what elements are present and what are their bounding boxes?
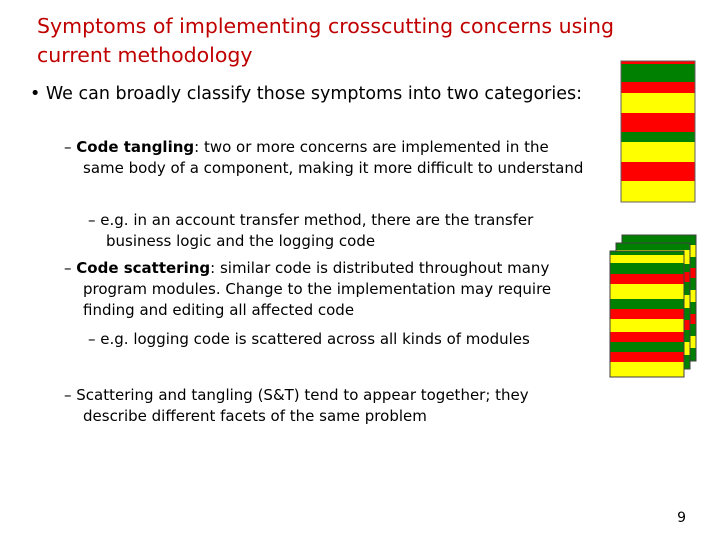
main-bullet-text: • We can broadly classify those symptoms into two categories:: [30, 84, 582, 104]
st-note-text: – Scattering and tangling (S&T) tend to appear together; they describe different facets of the same problem: [64, 386, 529, 425]
scattering-dash: –: [64, 259, 77, 277]
slide-title: Symptoms of implementing crosscutting concerns using current methodology: [37, 14, 614, 67]
scattering-desc: : similar code is distributed throughout many program modules. Change to the implementation may require finding and editing all affected code: [83, 259, 552, 319]
tangling-dash: –: [64, 138, 77, 156]
tangling-desc: : two or more concerns are implemented in the same body of a component, making it more difficult to understand: [83, 138, 584, 177]
scattering-term: Code scattering: [76, 259, 211, 277]
tangling-example-text: – e.g. in an account transfer method, there are the transfer business logic and the logging code: [88, 211, 534, 250]
page-number: 9: [677, 510, 686, 526]
scattering-example-text: – e.g. logging code is scattered across all kinds of modules: [88, 330, 530, 348]
tangled-module-icon: [621, 61, 695, 202]
scattered-modules-icon: [610, 235, 696, 377]
tangling-term: Code tangling: [76, 138, 195, 156]
